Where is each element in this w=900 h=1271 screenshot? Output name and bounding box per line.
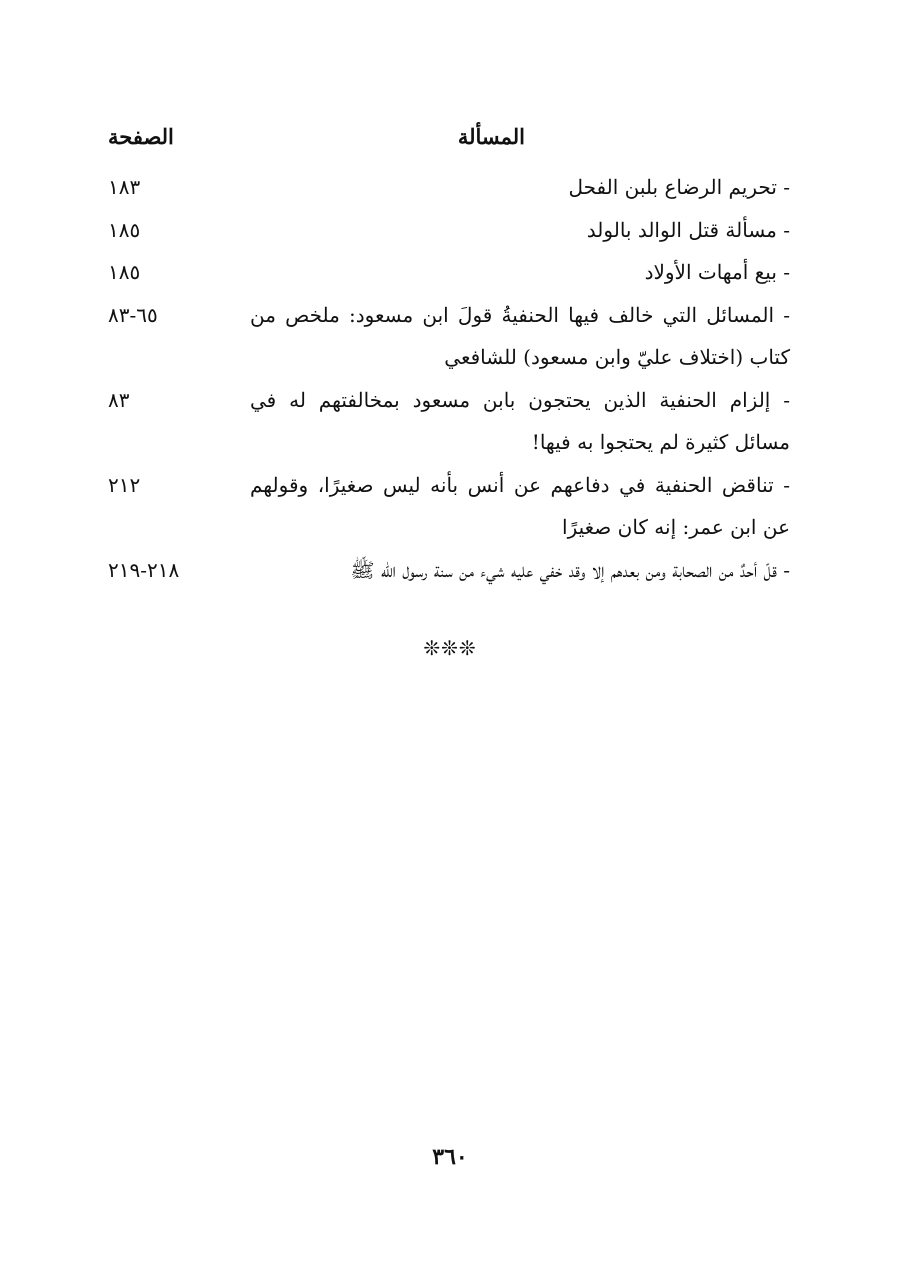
entry-topic: - قلّ أحدٌ من الصحابة ومن بعدهم إلا وقد خفي عليه شيء من سنة رسول الله ﷺ bbox=[350, 557, 790, 582]
entry-page-ref: ١٨٥ bbox=[108, 217, 141, 242]
index-entry bbox=[108, 549, 790, 592]
entry-topic: - تناقض الحنفية في دفاعهم عن أنس بأنه ليس صغيرًا، وقولهم عن ابن عمر: إنه كان صغيرًا bbox=[250, 472, 790, 539]
entry-page-ref: ١٨٣ bbox=[108, 175, 141, 199]
index-entries bbox=[108, 166, 790, 591]
index-entry bbox=[108, 379, 790, 464]
index-header bbox=[108, 124, 790, 158]
index-entry bbox=[108, 294, 790, 379]
entry-page-ref: ١٨٥ bbox=[108, 260, 141, 284]
topic-column-header: المسألة bbox=[457, 124, 525, 149]
entry-topic: - تحريم الرضاع بلبن الفحل bbox=[568, 175, 790, 199]
page-column-header: الصفحة bbox=[108, 124, 174, 149]
entry-topic: - إلزام الحنفية الذين يحتجون بابن مسعود بمخالفتهم له في مسائل كثيرة لم يحتجوا به فيها! bbox=[250, 387, 790, 454]
index-entry bbox=[108, 464, 790, 549]
entry-page-ref: ٢١٨-٢١٩ bbox=[108, 557, 180, 582]
entry-topic: - المسائل التي خالف فيها الحنفيةُ قولَ ابن مسعود: ملخص من كتاب (اختلاف عليّ وابن مسعود) للشافعي bbox=[250, 302, 790, 369]
entry-page-ref: ٦٥-٨٣ bbox=[108, 302, 158, 327]
section-separator: ❊❊❊ bbox=[423, 636, 477, 660]
entry-topic: - مسألة قتل الوالد بالولد bbox=[586, 217, 790, 242]
entry-page-ref: ٨٣ bbox=[108, 387, 130, 412]
entry-topic: - بيع أمهات الأولاد bbox=[644, 260, 790, 284]
index-entry bbox=[108, 166, 790, 209]
page-number: ٣٦٠ bbox=[432, 1144, 468, 1170]
index-entry bbox=[108, 251, 790, 294]
entry-page-ref: ٢١٢ bbox=[108, 472, 141, 497]
index-entry bbox=[108, 209, 790, 252]
